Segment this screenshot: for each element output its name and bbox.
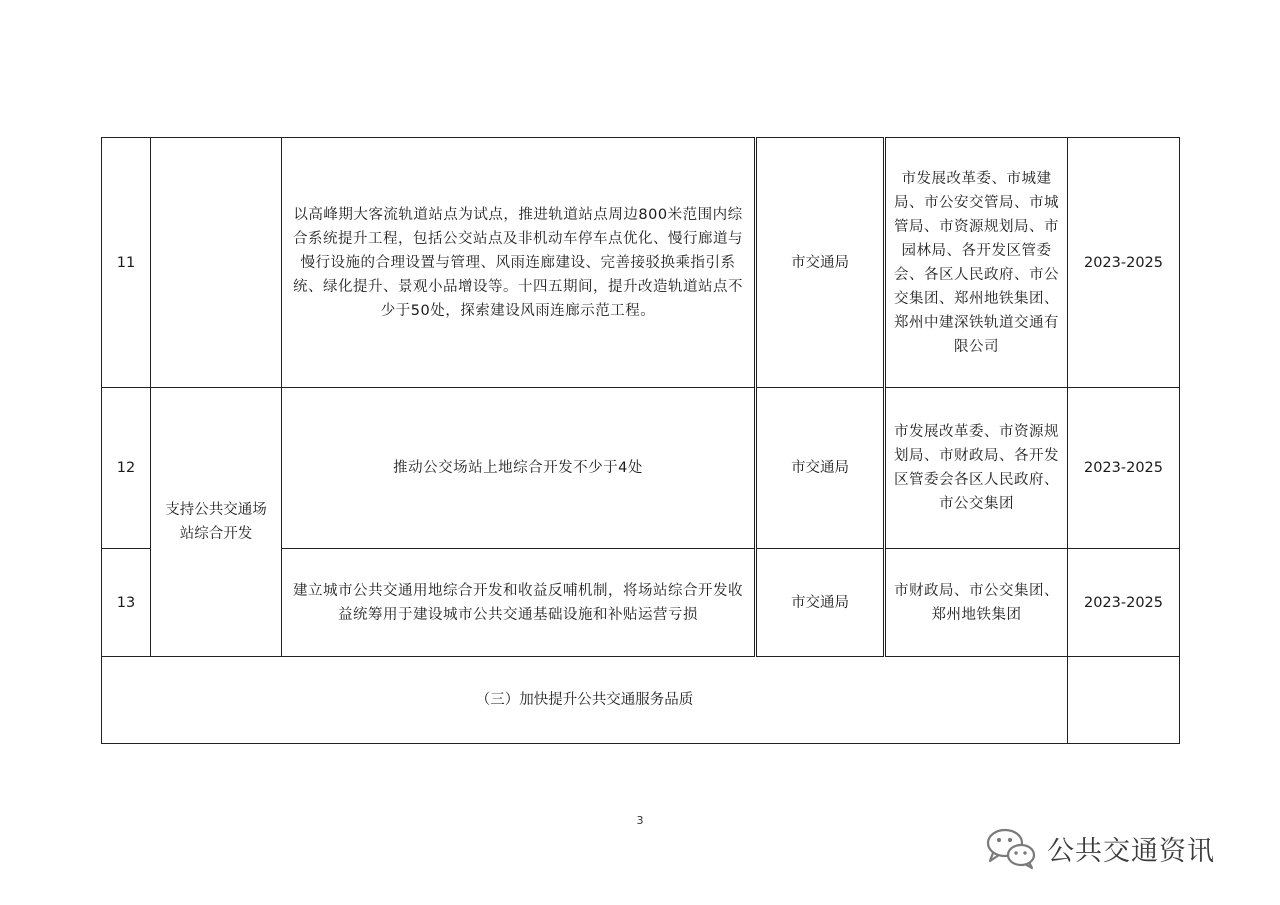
- task-description: 建立城市公共交通用地综合开发和收益反哺机制，将场站综合开发收益统筹用于建设城市公共交通基础设施和补贴运营亏损: [282, 549, 756, 657]
- task-description: 以高峰期大客流轨道站点为试点，推进轨道站点周边800米范围内综合系统提升工程，包括公交站点及非机动车停车点优化、慢行廊道与慢行设施的合理设置与管理、风雨连廊建设、完善接驳换乘指引系统、绿化提升、景观小品增设等。十四五期间，提升改造轨道站点不少于50处，探索建设风雨连廊示范工程。: [282, 138, 756, 388]
- lead-department: 市交通局: [756, 138, 885, 388]
- table-row: [102, 388, 1180, 549]
- task-description: 推动公交场站上地综合开发不少于4处: [282, 388, 756, 549]
- category-cell: 支持公共交通场站综合开发: [151, 388, 282, 657]
- cooperating-departments: 市发展改革委、市资源规划局、市财政局、各开发区管委会各区人民政府、市公交集团: [885, 388, 1068, 549]
- empty-cell: [1068, 657, 1180, 744]
- time-period: 2023-2025: [1068, 549, 1180, 657]
- wechat-icon: [985, 826, 1039, 870]
- time-period: 2023-2025: [1068, 138, 1180, 388]
- time-period: 2023-2025: [1068, 388, 1180, 549]
- lead-department: 市交通局: [756, 549, 885, 657]
- section-heading: （三）加快提升公共交通服务品质: [102, 657, 1068, 744]
- watermark-text: 公共交通资讯: [1047, 835, 1215, 867]
- policy-table: [101, 137, 1180, 744]
- lead-department: 市交通局: [756, 388, 885, 549]
- row-number: 11: [102, 138, 151, 388]
- page-number: 3: [636, 814, 644, 827]
- watermark: [985, 826, 1215, 870]
- cooperating-departments: 市发展改革委、市城建局、市公安交管局、市城管局、市资源规划局、市园林局、各开发区管委会、各区人民政府、市公交集团、郑州地铁集团、郑州中建深铁轨道交通有限公司: [885, 138, 1068, 388]
- category-cell: [151, 138, 282, 388]
- cooperating-departments: 市财政局、市公交集团、郑州地铁集团: [885, 549, 1068, 657]
- table-row: [102, 138, 1180, 388]
- section-row: [102, 657, 1180, 744]
- row-number: 12: [102, 388, 151, 549]
- row-number: 13: [102, 549, 151, 657]
